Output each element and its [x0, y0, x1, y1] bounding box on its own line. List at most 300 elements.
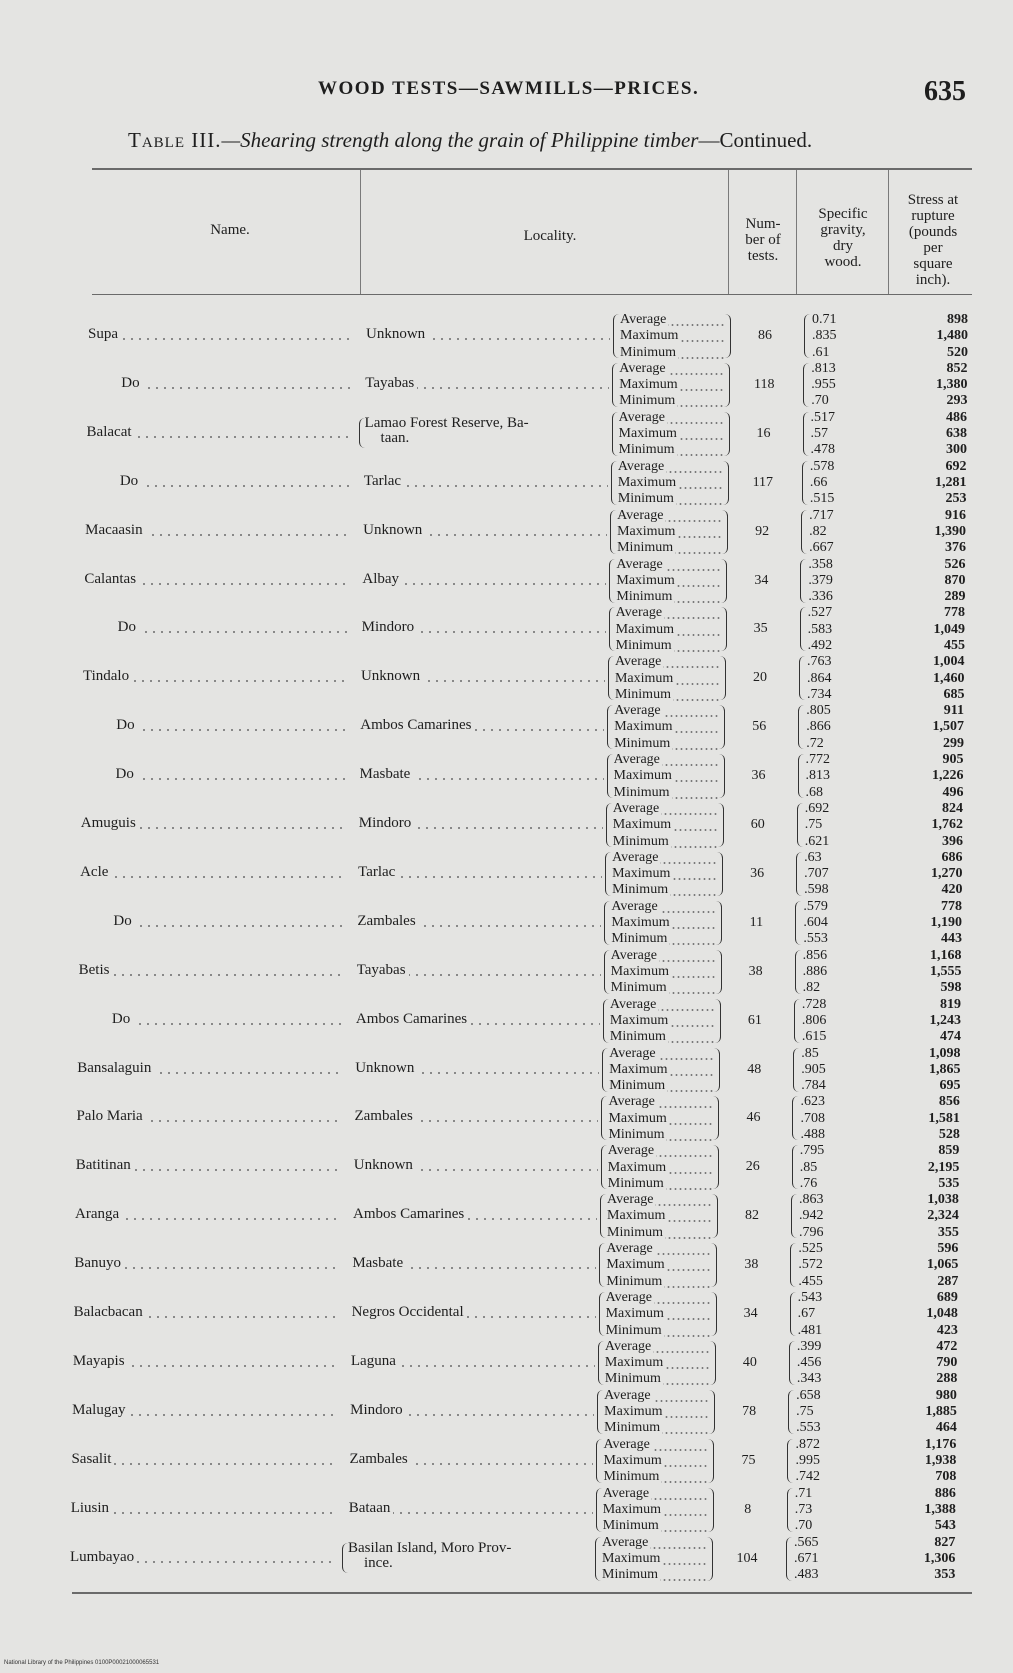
- timber-name-text: Bansalaguin: [77, 1060, 154, 1076]
- locality-text: Albay: [362, 571, 402, 587]
- specific-gravity: [793, 1339, 849, 1388]
- stat-label: Minimum: [620, 344, 677, 360]
- table-row: [0, 899, 1013, 948]
- specific-gravity: [807, 361, 863, 410]
- timber-name: [73, 1353, 340, 1375]
- locality: [351, 1353, 595, 1375]
- timber-name-text: Batitinan: [76, 1157, 134, 1173]
- stress-value: 420: [941, 882, 963, 898]
- stat-label: Average: [614, 654, 662, 670]
- stat-label: Minimum: [609, 1029, 666, 1045]
- stat-labels: [608, 1094, 712, 1143]
- gravity-value: .85: [799, 1159, 818, 1175]
- stats-brace: [607, 754, 614, 798]
- gravity-value: .813: [811, 360, 836, 376]
- table-row: [0, 1486, 1013, 1535]
- specific-gravity: [804, 557, 860, 606]
- table-row: [0, 508, 1013, 557]
- number-of-tests: 82: [745, 1208, 760, 1224]
- gravity-value: .553: [803, 931, 828, 947]
- stat-labels: [615, 654, 719, 703]
- stress-value: 1,243: [929, 1012, 961, 1028]
- gravity-value: .692: [804, 801, 830, 816]
- specific-gravity: [799, 948, 855, 997]
- stat-label: Maximum: [606, 1257, 665, 1273]
- stat-label: Minimum: [606, 1273, 663, 1289]
- locality-text: Zambales: [357, 913, 418, 929]
- specific-gravity: [807, 410, 863, 459]
- locality-text: Ambos Camarines: [360, 717, 474, 733]
- locality: [348, 1541, 592, 1575]
- stress-value: 827: [934, 1534, 956, 1550]
- stress-at-rupture: [883, 1290, 958, 1339]
- locality: [355, 1060, 599, 1082]
- gravity-value: .579: [803, 898, 828, 914]
- timber-name: [88, 326, 355, 348]
- gravity-value: .658: [796, 1387, 821, 1403]
- timber-name-text: Do: [112, 1011, 133, 1027]
- stats-brace: [608, 656, 615, 700]
- stat-label: Maximum: [605, 1306, 664, 1322]
- number-of-tests: 35: [753, 621, 768, 637]
- specific-gravity: [797, 1046, 853, 1095]
- stress-at-rupture: [887, 899, 962, 948]
- gravity-value: .667: [809, 540, 834, 556]
- gravity-value: .717: [809, 507, 834, 523]
- locality-text: Mindoro: [362, 619, 418, 635]
- locality: [364, 473, 608, 495]
- stat-label: Minimum: [617, 540, 674, 556]
- stress-at-rupture: [891, 459, 966, 508]
- gravity-value: .82: [802, 980, 821, 996]
- stat-labels: [614, 752, 718, 801]
- stress-value: 1,938: [924, 1452, 957, 1468]
- stats-brace: [610, 510, 617, 554]
- stat-labels: [602, 1535, 706, 1584]
- locality-text: Unknown: [363, 522, 425, 538]
- gravity-value: .527: [807, 605, 833, 621]
- stats-brace: [605, 852, 612, 896]
- number-of-tests: 60: [750, 817, 765, 832]
- gravity-value: .572: [798, 1257, 823, 1273]
- stat-label: Maximum: [607, 1208, 666, 1224]
- locality: [357, 913, 601, 935]
- header-gravity-line: dry: [833, 238, 853, 254]
- stats-brace: [595, 1537, 602, 1581]
- stat-label: Minimum: [608, 1126, 665, 1142]
- table-row: [0, 1241, 1013, 1290]
- stats-brace: [607, 705, 614, 749]
- locality-text: Laguna: [351, 1353, 399, 1369]
- locality: [359, 815, 603, 837]
- stress-value: 474: [939, 1029, 961, 1045]
- stat-labels: [603, 1486, 707, 1535]
- stress-at-rupture: [887, 850, 962, 899]
- stat-label: Minimum: [612, 882, 669, 898]
- gravity-value: .995: [795, 1452, 820, 1468]
- timber-name-text: Do: [121, 375, 142, 391]
- stress-value: 355: [937, 1224, 959, 1240]
- table-row: [0, 1192, 1013, 1241]
- stat-label: Average: [602, 1534, 649, 1550]
- timber-name-text: Calantas: [84, 571, 139, 587]
- column-divider: [728, 170, 729, 294]
- stat-labels: [608, 1143, 712, 1192]
- stress-at-rupture: [891, 508, 966, 557]
- locality-text: Ambos Camarines: [356, 1011, 470, 1027]
- stat-label: Average: [616, 556, 663, 572]
- stat-label: Minimum: [617, 491, 674, 507]
- stress-value: 396: [941, 833, 963, 849]
- stat-label: Average: [619, 360, 666, 376]
- stat-label: Minimum: [618, 442, 675, 458]
- stats-brace-close: [709, 1341, 716, 1385]
- stat-label: Minimum: [603, 1469, 660, 1485]
- specific-gravity: [802, 752, 858, 801]
- stat-label: Average: [612, 801, 660, 816]
- table-title-subject: —Shearing strength along the grain of Philippine timber: [221, 128, 699, 152]
- stress-value: 911: [943, 703, 964, 719]
- stat-label: Minimum: [607, 1175, 664, 1191]
- stat-label: Maximum: [602, 1501, 662, 1517]
- table-row: [0, 948, 1013, 997]
- timber-name: [74, 1255, 341, 1277]
- specific-gravity: [802, 703, 858, 752]
- stats-brace-close: [723, 412, 730, 456]
- stress-value: 1,865: [928, 1061, 961, 1077]
- timber-name-text: Supa: [88, 326, 121, 342]
- stats-brace: [601, 1145, 608, 1189]
- stat-labels: [607, 1192, 711, 1241]
- specific-gravity: [801, 801, 857, 850]
- running-head: WOOD TESTS—SAWMILLS—PRICES.: [318, 78, 700, 99]
- timber-name-text: Do: [113, 913, 134, 929]
- stress-value: 1,306: [923, 1550, 956, 1566]
- locality-text: Unknown: [354, 1157, 416, 1173]
- header-tests-line: tests.: [747, 248, 779, 264]
- gravity-value: .784: [801, 1078, 826, 1094]
- table-title: [128, 128, 812, 153]
- stats-brace: [612, 363, 619, 407]
- stress-value: 638: [945, 426, 967, 442]
- stress-at-rupture: [884, 1143, 959, 1192]
- stress-value: 1,581: [928, 1110, 960, 1126]
- stress-value: 1,885: [925, 1404, 957, 1420]
- gravity-value: .772: [805, 752, 831, 768]
- locality: [362, 571, 606, 593]
- stress-value: 778: [943, 605, 965, 621]
- stat-labels: [609, 1046, 713, 1095]
- stat-labels: [606, 1241, 710, 1290]
- number-of-tests: 104: [736, 1550, 758, 1566]
- stress-value: 443: [940, 931, 962, 947]
- locality: [357, 962, 601, 984]
- stat-labels: [616, 605, 720, 654]
- number-of-tests: 118: [754, 376, 775, 392]
- timber-name-text: Do: [116, 717, 137, 733]
- locality: [362, 619, 606, 641]
- specific-gravity: [795, 1192, 851, 1241]
- stress-value: 596: [937, 1241, 959, 1257]
- stat-labels: [606, 1290, 710, 1339]
- stat-labels: [619, 410, 723, 459]
- locality-text: Bataan: [349, 1500, 394, 1516]
- specific-gravity: [799, 899, 855, 948]
- stat-label: Maximum: [602, 1550, 661, 1566]
- stress-at-rupture: [884, 1192, 959, 1241]
- locality-text: Unknown: [366, 326, 428, 342]
- timber-name: [79, 962, 346, 984]
- table-row: [0, 1388, 1013, 1437]
- locality-text: Negros Occidental: [352, 1304, 467, 1320]
- stress-at-rupture: [881, 1486, 956, 1535]
- timber-name: [80, 864, 347, 886]
- locality: [352, 1304, 596, 1326]
- stat-label: Minimum: [616, 589, 673, 605]
- header-stress-line: per: [923, 240, 943, 256]
- timber-name: [71, 1451, 338, 1473]
- specific-gravity: [792, 1388, 848, 1437]
- stats-brace-close: [716, 852, 723, 896]
- gravity-value: .866: [806, 719, 831, 735]
- table-row: [0, 997, 1013, 1046]
- gravity-value: .863: [799, 1192, 824, 1208]
- specific-gravity: [796, 1094, 852, 1143]
- stress-value: 526: [944, 556, 966, 572]
- table-row: [0, 752, 1013, 801]
- specific-gravity: [790, 1535, 846, 1584]
- gravity-value: .734: [806, 686, 832, 702]
- stats-brace-close: [722, 461, 729, 505]
- stats-brace: [601, 1096, 608, 1140]
- specific-gravity: [808, 312, 864, 361]
- stat-label: Minimum: [610, 980, 667, 996]
- stress-value: 685: [943, 686, 965, 702]
- gravity-value: .835: [812, 328, 837, 344]
- stress-at-rupture: [889, 703, 964, 752]
- table-row: [0, 801, 1013, 850]
- gravity-value: .623: [800, 1094, 825, 1110]
- stress-value: 916: [944, 507, 966, 523]
- gravity-value: .553: [796, 1420, 821, 1436]
- stat-label: Average: [617, 507, 664, 523]
- timber-name-text: Palo Maria: [76, 1108, 145, 1124]
- stress-value: 376: [944, 540, 966, 556]
- number-of-tests: 56: [752, 719, 767, 735]
- stress-at-rupture: [882, 1339, 957, 1388]
- gravity-value: .71: [794, 1485, 813, 1501]
- stats-brace: [606, 803, 613, 847]
- locality-text: Tarlac: [358, 864, 398, 880]
- stress-value: 695: [939, 1078, 961, 1094]
- stat-labels: [611, 899, 715, 948]
- stress-value: 1,281: [934, 474, 967, 490]
- stat-label: Maximum: [614, 670, 674, 686]
- specific-gravity: [791, 1486, 847, 1535]
- stat-label: Average: [604, 1387, 651, 1403]
- gravity-value: .75: [796, 1404, 814, 1420]
- stats-brace-close: [715, 901, 722, 945]
- timber-name: [84, 571, 351, 593]
- stats-brace-close: [723, 363, 730, 407]
- locality-line: ince.: [364, 1554, 393, 1571]
- column-divider: [796, 170, 797, 294]
- timber-name: [113, 913, 346, 935]
- stress-at-rupture: [885, 1094, 960, 1143]
- stress-value: 1,226: [931, 768, 964, 784]
- stat-label: Average: [610, 947, 657, 963]
- stat-label: Average: [602, 1485, 650, 1501]
- locality: [349, 1500, 593, 1522]
- header-gravity-line: wood.: [824, 254, 862, 270]
- gravity-value: .379: [808, 572, 833, 588]
- gravity-value: .455: [798, 1273, 823, 1289]
- locality-text: Unknown: [361, 668, 423, 684]
- header-stress-line: square: [913, 256, 953, 272]
- number-of-tests: 34: [754, 572, 769, 588]
- stress-value: 1,098: [928, 1045, 961, 1061]
- timber-name-text: Do: [116, 766, 137, 782]
- stats-brace: [596, 1488, 603, 1532]
- gravity-value: .955: [811, 377, 836, 393]
- stats-brace-close: [710, 1243, 717, 1287]
- stat-label: Average: [615, 605, 663, 621]
- timber-name: [83, 668, 350, 690]
- gravity-value: .73: [794, 1501, 813, 1517]
- stress-at-rupture: [889, 654, 964, 703]
- table-row: [0, 654, 1013, 703]
- stat-label: Average: [618, 409, 665, 425]
- stats-brace: [604, 950, 611, 994]
- gravity-value: .856: [802, 947, 828, 963]
- stat-labels: [612, 850, 716, 899]
- stress-value: 1,065: [926, 1257, 959, 1273]
- stats-brace-close: [717, 803, 724, 847]
- stat-label: Minimum: [612, 833, 669, 849]
- stress-value: 824: [941, 801, 963, 816]
- header-tests: [730, 216, 796, 264]
- stats-brace-close: [718, 754, 725, 798]
- gravity-value: .67: [797, 1306, 816, 1322]
- stress-value: 819: [939, 996, 961, 1012]
- stat-labels: [605, 1339, 709, 1388]
- timber-name-text: Sasalit: [71, 1451, 114, 1467]
- gravity-value: .525: [798, 1241, 823, 1257]
- stress-at-rupture: [886, 997, 961, 1046]
- stress-at-rupture: [893, 312, 968, 361]
- gravity-value: .742: [795, 1469, 820, 1485]
- timber-name: [116, 717, 349, 739]
- stress-value: 856: [938, 1094, 960, 1110]
- stat-label: Minimum: [609, 1078, 666, 1094]
- locality: [349, 1451, 593, 1473]
- stat-label: Maximum: [604, 1355, 664, 1371]
- stats-brace-close: [706, 1537, 713, 1581]
- gravity-value: .68: [805, 784, 824, 800]
- stress-value: 708: [935, 1469, 957, 1485]
- specific-gravity: [800, 850, 856, 899]
- timber-name-text: Betis: [79, 962, 113, 978]
- locality: [354, 1157, 598, 1179]
- gravity-value: .66: [809, 474, 828, 490]
- stress-value: 1,049: [933, 621, 965, 637]
- gravity-value: .872: [795, 1436, 820, 1452]
- stress-value: 520: [947, 344, 968, 360]
- timber-name-text: Aranga: [75, 1206, 122, 1222]
- locality: [354, 1108, 598, 1130]
- number-of-tests: 20: [752, 670, 767, 686]
- stress-value: 253: [945, 491, 967, 507]
- stat-labels: [611, 948, 715, 997]
- header-name: Name.: [210, 222, 250, 238]
- table-title-tail: —Continued.: [698, 128, 813, 152]
- gravity-value: .481: [797, 1322, 823, 1338]
- stats-brace-close: [712, 1145, 719, 1189]
- stat-label: Minimum: [613, 784, 670, 800]
- stress-value: 289: [944, 589, 966, 605]
- stat-label: Average: [613, 752, 660, 768]
- gravity-value: .517: [810, 409, 836, 425]
- page-number: 635: [924, 76, 966, 107]
- locality: [358, 864, 602, 886]
- stat-label: Maximum: [613, 768, 672, 784]
- locality: [360, 717, 604, 739]
- table-row: [0, 1339, 1013, 1388]
- locality: [365, 375, 609, 397]
- stress-value: 1,004: [932, 654, 965, 670]
- locality: [353, 1206, 597, 1228]
- number-of-tests: 38: [744, 1257, 759, 1273]
- locality: [356, 1011, 600, 1033]
- number-of-tests: 78: [742, 1403, 757, 1419]
- gravity-value: .543: [797, 1290, 823, 1305]
- timber-name-text: Balacbacan: [74, 1304, 146, 1320]
- timber-name: [77, 1060, 344, 1082]
- specific-gravity: [791, 1437, 847, 1486]
- gravity-value: .72: [806, 735, 824, 751]
- stat-label: Maximum: [612, 866, 671, 882]
- table-title-lead: Table III.: [128, 128, 222, 152]
- stress-value: 1,038: [927, 1192, 959, 1208]
- stats-brace-close: [718, 705, 725, 749]
- stress-value: 778: [940, 898, 962, 914]
- timber-name-text: Malugay: [72, 1402, 128, 1418]
- stat-label: Maximum: [610, 963, 669, 979]
- stats-brace: [600, 1194, 607, 1238]
- stat-labels: [617, 508, 721, 557]
- stat-label: Average: [620, 312, 667, 327]
- stat-label: Average: [612, 849, 659, 865]
- stress-value: 496: [942, 784, 964, 800]
- stat-label: Maximum: [609, 1061, 668, 1077]
- header-stress: [888, 192, 978, 288]
- specific-gravity: [794, 1241, 850, 1290]
- stress-value: 598: [940, 980, 962, 996]
- stress-value: 852: [946, 360, 968, 376]
- stress-value: 1,176: [924, 1436, 957, 1452]
- table-row: [0, 1437, 1013, 1486]
- stat-label: Minimum: [602, 1567, 659, 1583]
- stat-labels: [620, 312, 724, 361]
- timber-name: [87, 424, 354, 446]
- stress-at-rupture: [890, 605, 965, 654]
- stress-value: 1,048: [926, 1306, 958, 1322]
- gravity-value: .942: [799, 1208, 824, 1224]
- gravity-value: .358: [808, 556, 833, 572]
- gravity-value: .478: [810, 442, 836, 458]
- stats-brace-close: [714, 999, 721, 1043]
- table-row: [0, 703, 1013, 752]
